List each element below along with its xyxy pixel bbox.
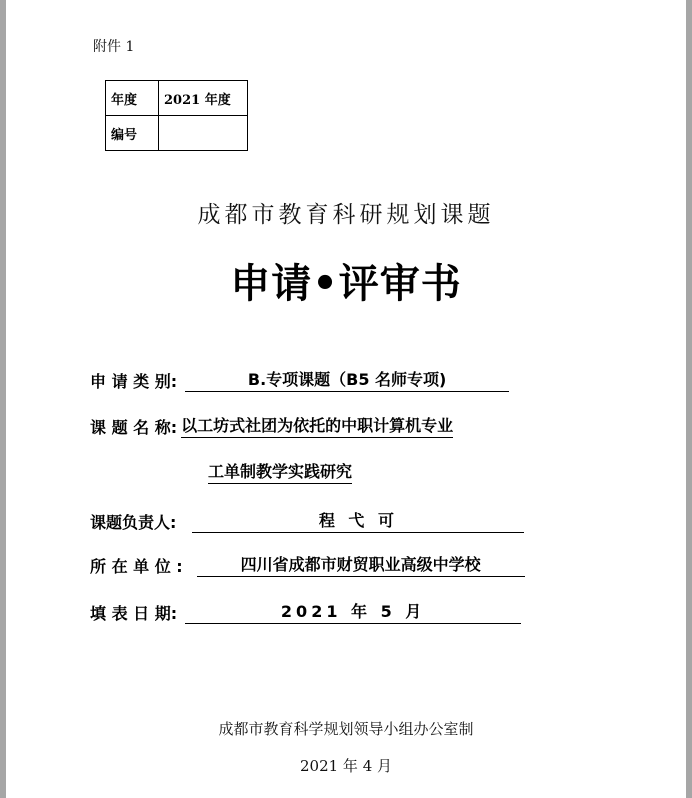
number-value <box>159 116 248 151</box>
topic-row-continued <box>208 458 352 484</box>
leader-row <box>90 507 524 533</box>
topic-label: 课 题 名 称: <box>90 418 178 437</box>
leader-value: 程 弋 可 <box>192 508 524 533</box>
table-row <box>106 116 248 151</box>
attachment-label: 附件 1 <box>93 39 135 55</box>
unit-row <box>90 551 525 577</box>
issue-date: 2021 年 4 月 <box>299 757 393 775</box>
document-title: 申请•评审书 <box>230 261 462 307</box>
topic-row <box>90 412 453 438</box>
document-page <box>6 0 686 798</box>
document-subtitle: 成都市教育科研规划课题 <box>197 202 495 228</box>
category-row <box>90 366 509 392</box>
date-label: 填 表 日 期: <box>90 604 178 623</box>
issuer-text: 成都市教育科学规划领导小组办公室制 <box>218 720 474 738</box>
category-label: 申 请 类 别: <box>90 372 178 391</box>
unit-value: 四川省成都市财贸职业高级中学校 <box>197 552 525 577</box>
year-value: 2021 年度 <box>159 81 248 116</box>
number-label: 编号 <box>106 116 159 151</box>
date-value: 2021 年 5 月 <box>185 599 521 624</box>
year-label: 年度 <box>106 81 159 116</box>
topic-value-line1: 以工坊式社团为依托的中职计算机专业 <box>181 413 453 438</box>
topic-value-line2: 工单制教学实践研究 <box>208 459 352 484</box>
table-row <box>106 81 248 116</box>
category-value: B.专项课题（B5 名师专项) <box>185 367 509 392</box>
leader-label: 课题负责人: <box>90 513 177 532</box>
unit-label: 所 在 单 位 : <box>90 557 183 576</box>
meta-table <box>105 80 248 151</box>
date-row <box>90 598 521 624</box>
